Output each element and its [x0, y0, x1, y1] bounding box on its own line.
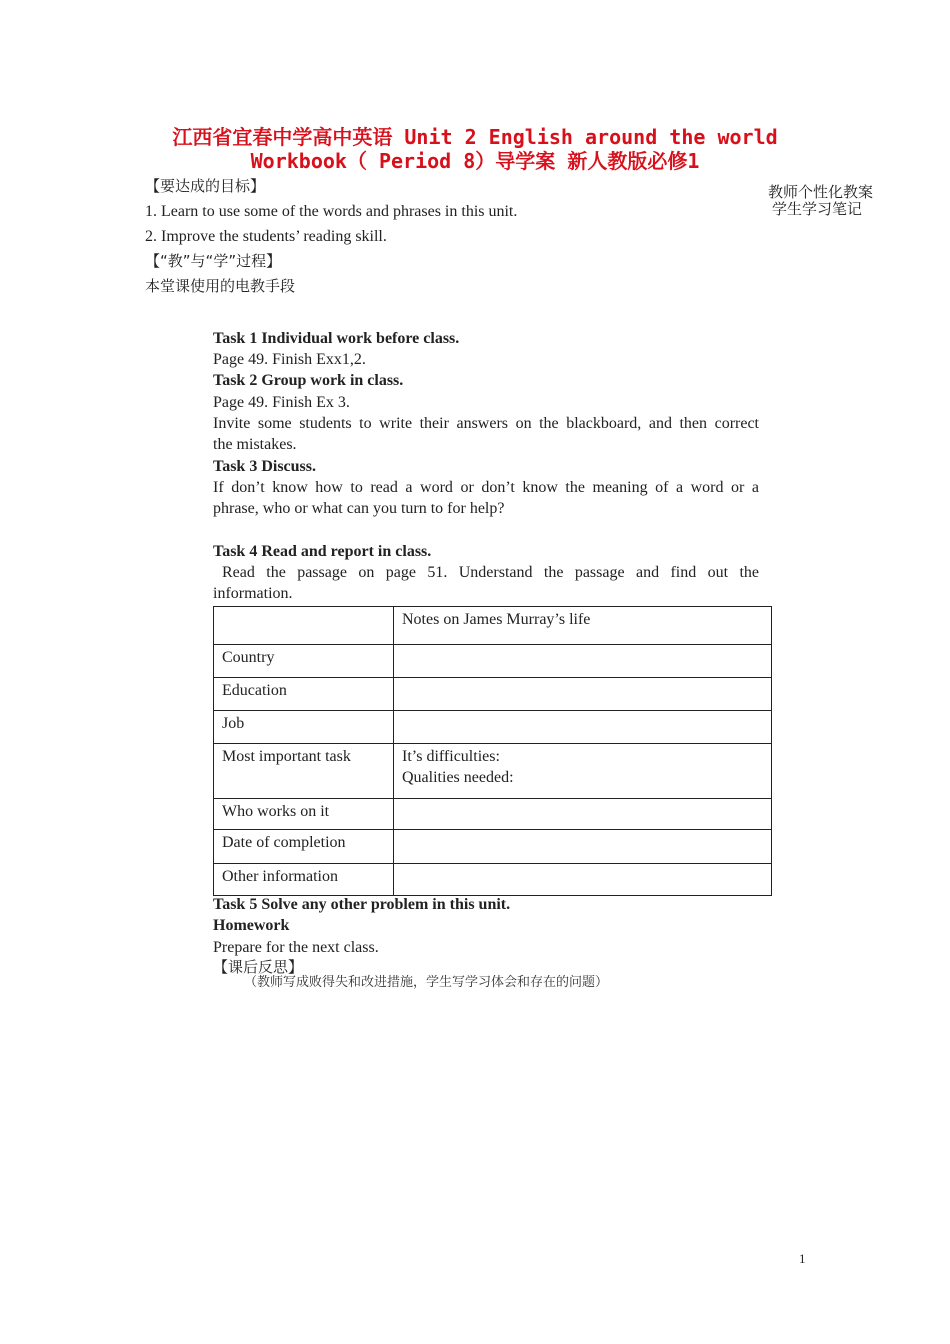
task-2-title: Task 2 Group work in class. — [213, 372, 404, 389]
table-row — [214, 645, 772, 678]
task-1-title: Task 1 Individual work before class. — [213, 330, 460, 347]
student-notes-label: 学生学习笔记 — [772, 200, 863, 218]
reflection-heading: 【课后反思】 — [213, 958, 304, 976]
table-header-cell: Notes on James Murray’s life — [394, 607, 772, 645]
table-row-value — [394, 645, 772, 678]
table-row-value — [394, 864, 772, 896]
teacher-notes-label: 教师个性化教案 — [768, 183, 874, 201]
goal-item-1: 1. Learn to use some of the words and phrases in this unit. — [145, 203, 518, 220]
task-3-question-line-2: phrase, who or what can you turn to for help? — [213, 500, 505, 517]
task-3-question-line-1: If don’t know how to read a word or don’t know the meaning of a word or a — [213, 479, 759, 496]
difficulties-label: It’s difficulties: — [402, 748, 500, 765]
table-row — [214, 799, 772, 830]
table-row — [214, 830, 772, 864]
table-row — [214, 864, 772, 896]
task-4-title: Task 4 Read and report in class. — [213, 543, 432, 560]
table-row — [214, 711, 772, 744]
table-row — [214, 678, 772, 711]
task-4-instruction-line-2: information. — [213, 585, 293, 602]
media-label: 本堂课使用的电教手段 — [145, 277, 296, 295]
table-row-label: Other information — [214, 864, 394, 896]
goal-item-2: 2. Improve the students’ reading skill. — [145, 228, 387, 245]
homework-text: Prepare for the next class. — [213, 939, 379, 956]
table-row-label: Country — [214, 645, 394, 678]
task-2-instruction-line-1: Invite some students to write their answers on the blackboard, and then correct — [213, 415, 759, 432]
table-cell — [214, 607, 394, 645]
task-3-title: Task 3 Discuss. — [213, 458, 317, 475]
table-header-row — [214, 607, 772, 645]
table-row — [214, 744, 772, 799]
document-title-line-2: Workbook（ Period 8）导学案 新人教版必修1 — [250, 149, 700, 173]
table-row-label: Most important task — [214, 744, 394, 799]
task-1-text: Page 49. Finish Exx1,2. — [213, 351, 366, 368]
table-row-label: Education — [214, 678, 394, 711]
reflection-note: （教师写成败得失和改进措施，学生写学习体会和存在的问题） — [244, 975, 609, 990]
table-row-value — [394, 830, 772, 864]
document-title-line-1: 江西省宜春中学高中英语 Unit 2 English around the world — [172, 125, 778, 149]
table-row-value — [394, 744, 772, 799]
task-2-instruction-line-2: the mistakes. — [213, 436, 297, 453]
qualities-label: Qualities needed: — [402, 769, 514, 786]
process-heading: 【“教”与“学”过程】 — [145, 252, 282, 270]
table-row-value — [394, 678, 772, 711]
table-row-label: Job — [214, 711, 394, 744]
table-row-label: Date of completion — [214, 830, 394, 864]
task-4-instruction-line-1: Read the passage on page 51. Understand the passage and find out the — [222, 564, 759, 581]
james-murray-notes-table — [213, 606, 772, 896]
task-5-title: Task 5 Solve any other problem in this unit. — [213, 896, 511, 913]
task-2-text: Page 49. Finish Ex 3. — [213, 394, 350, 411]
table-row-value — [394, 799, 772, 830]
table-row-label: Who works on it — [214, 799, 394, 830]
table-row-value — [394, 711, 772, 744]
goals-heading: 【要达成的目标】 — [145, 177, 266, 195]
page-number: 1 — [799, 1251, 806, 1266]
homework-title: Homework — [213, 917, 290, 934]
